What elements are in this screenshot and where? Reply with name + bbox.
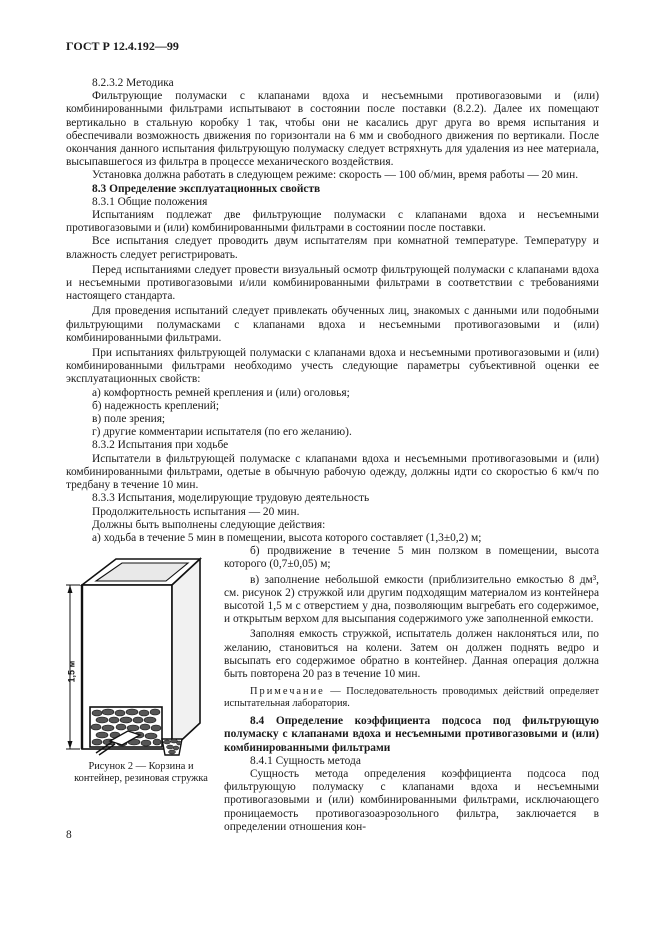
section-831-paragraph-1: Испытаниям подлежат две фильтрующие полумаски с клапанами вдоха и несъемными противогазовыми и (или) комбинированными фильтрами в состоянии после поставки. [66,209,599,235]
section-833-item-a: а) ходьба в течение 5 мин в помещении, высота которого составляет (1,3±0,2) м; [92,531,482,544]
section-84-heading: 8.4 Определение коэффициента подсоса под фильтрующую полумаску с клапанами вдоха и несъемными противогазовыми и (или) комбинированными фильтрами [224,715,599,754]
section-833-paragraph-1: Продолжительность испытания — 20 мин. [92,505,300,518]
section-841-title: 8.4.1 Сущность метода [250,754,361,767]
note-label: Примечание [250,686,325,698]
page-number: 8 [66,829,72,841]
figure-2 [66,545,216,785]
list-item: а) комфортность ремней крепления и (или) оголовья; [92,386,350,399]
scoop-and-basket-illustration [66,725,216,759]
section-8232-paragraph-2: Установка должна работать в следующем режиме: скорость — 100 об/мин, время работы — 20 мин. [92,169,579,182]
evaluation-criteria-list [66,387,599,440]
section-831-paragraph-2: Все испытания следует проводить двум испытателям при комнатной температуре. Температуру и влажность следует регистрировать. [66,235,599,261]
right-column [224,545,599,834]
section-832-title: 8.3.2 Испытания при ходьбе [92,439,229,452]
figure-flow-area [66,545,599,834]
section-833-paragraph-2: Должны быть выполнены следующие действия: [92,518,326,531]
section-833-paragraph-3: Заполняя емкость стружкой, испытатель должен наклоняться или, по желанию, становиться на колени. Затем он должен поднять ведро и высыпать его содержимое обратно в контейнер. Данная операция должна быть повторена 20 раз в течение 10 мин. [224,628,599,680]
section-831-paragraph-5: При испытаниях фильтрующей полумаски с клапанами вдоха и несъемными противогазовыми и (или) комбинированными фильтрами необходимо учесть следующие параметры субъективной оценки ее эксплуатационных свойств: [66,347,599,386]
section-833-title: 8.3.3 Испытания, моделирующие трудовую деятельность [92,492,370,505]
list-item: в) поле зрения; [92,413,166,426]
dimension-label: 1,5 м [66,660,77,683]
figure-caption: Рисунок 2 — Корзина и контейнер, резиновая стружка [74,761,208,785]
page-content [66,77,599,834]
section-83-heading: 8.3 Определение эксплуатационных свойств [92,182,321,195]
section-841-paragraph: Сущность метода определения коэффициента подсоса под фильтрующую полумаску с клапанами вдоха и несъемными противогазовыми и (или) комбинированными фильтрами, исключающего проницаемость противогазоаэрозольного фильтра, заключается в определении отношения кон- [224,767,599,833]
document-header: ГОСТ Р 12.4.192—99 [66,39,179,53]
section-832-paragraph: Испытатели в фильтрующей полумаске с клапанами вдоха и несъемными противогазовыми и (или) комбинированными фильтрами, одетые в обычную рабочую одежду, должны идти со скоростью 6 км/ч по тредбану в течение 10 мин. [66,452,599,492]
list-item: б) надежность креплений; [92,399,220,412]
section-8232-title: 8.2.3.2 Методика [92,77,174,89]
note-text: — Последовательность проводимых действий определяет испытательная лаборатория. [224,686,599,710]
section-831-paragraph-3: Перед испытаниями следует провести визуальный осмотр фильтрующей полумаски с клапанами вдоха и несъемными противогазовыми и/или комбинированными фильтрами в соответствии с требованиями настоящего стандарта. [66,263,599,303]
section-8232-paragraph-1: Фильтрующие полумаски с клапанами вдоха и несъемными противогазовыми и (или) комбинированными фильтрами испытывают в состоянии после поставки (8.2.2). Далее их помещают вертикально в стальную коробку 1 так, чтобы они не касались друг друга во время испытания и обеспечивали возможность движения по горизонтали на 6 мм и свободного движения по вертикали. После окончания данного испытания фильтрующую полумаску следует встряхнуть для удаления из нее материала, высыпавшегося из фильтра в процессе механического воздействия. [66,90,599,169]
note [224,686,599,710]
list-item: г) другие комментарии испытателя (по его желанию). [92,426,352,439]
section-831-paragraph-4: Для проведения испытаний следует привлекать обученных лиц, знакомых с данными или подобными фильтрующими полумасками с клапанами вдоха и несъемными противогазовыми и (или) комбинированными фильтрами. [66,305,599,344]
section-833-item-b: б) продвижение в течение 5 мин ползком в помещении, высота которого (0,7±0,05) м; [224,545,599,571]
section-831-title: 8.3.1 Общие положения [92,195,208,208]
section-833-item-c: в) заполнение небольшой емкости (приблизительно емкостью 8 дм³, см. рисунок 2) стружкой или другим подходящим материалом из контейнера высотой 1,5 м с отверстием у дна, позволяющим выгребать его содержимое, и открытым верхом для высыпания содержимого уже заполненной емкости. [224,573,599,626]
